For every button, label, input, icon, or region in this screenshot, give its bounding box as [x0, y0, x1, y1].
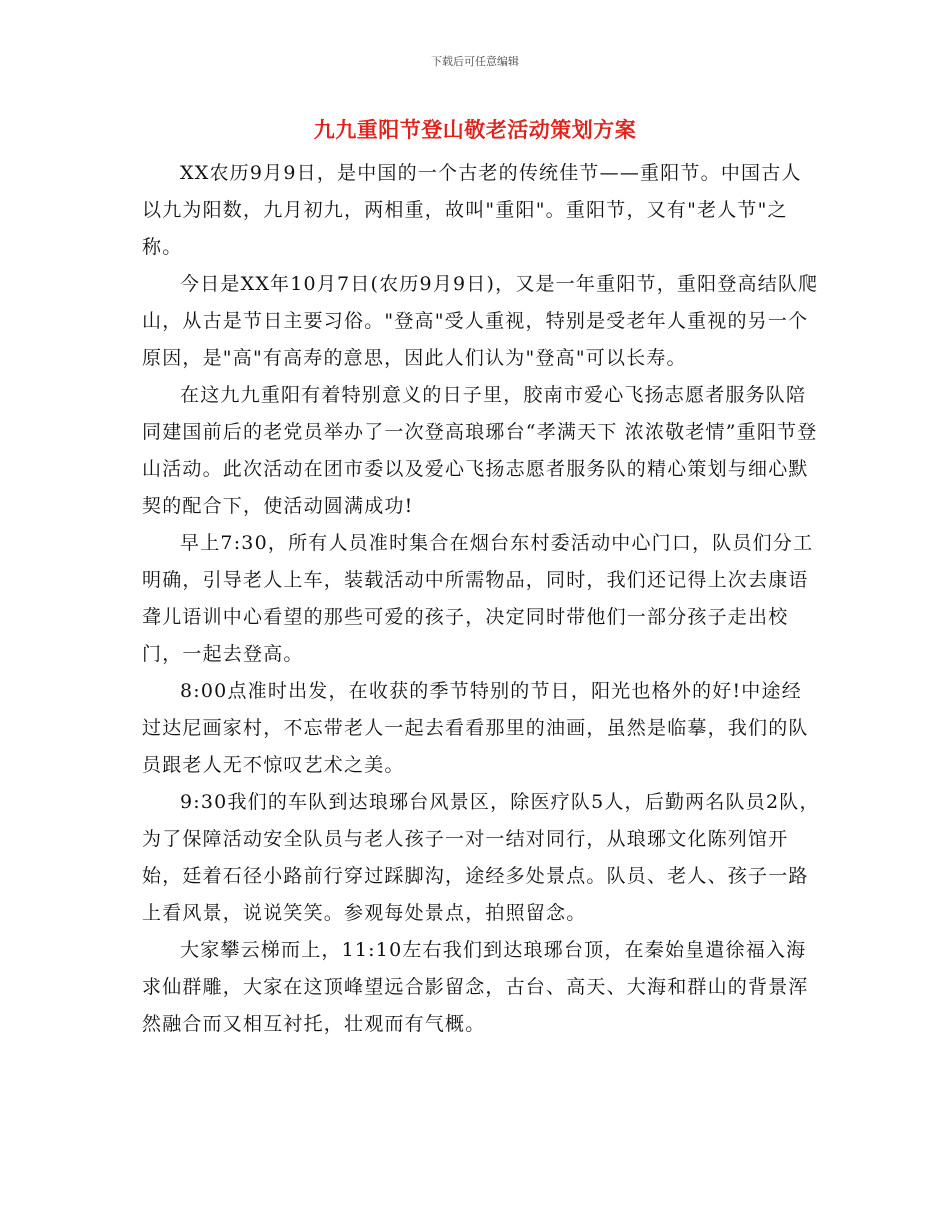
paragraph-6: 9:30我们的车队到达琅琊台风景区，除医疗队5人，后勤两名队员2队，为了保障活动安全队员与老人孩子一对一结对同行，从琅琊文化陈列馆开始，廷着石径小路前行穿过踩脚沟，途经多处景点。队员、老人、孩子一路上看风景，说说笑笑。参观每处景点，拍照留念。 [142, 791, 820, 924]
paragraph-5: 8:00点准时出发，在收获的季节特别的节日，阳光也格外的好!中途经过达尼画家村，不忘带老人一起去看看那里的油画，虽然是临摹，我们的队员跟老人无不惊叹艺术之美。 [142, 680, 809, 776]
document-body [142, 155, 820, 1043]
paragraph-1: XX农历9月9日，是中国的一个古老的传统佳节——重阳节。中国古人以九为阳数，九月初九，两相重，故叫"重阳"。重阳节，又有"老人节"之称。 [142, 162, 802, 258]
paragraph-2: 今日是XX年10月7日(农历9月9日)，又是一年重阳节，重阳登高结队爬山，从古是节日主要习俗。"登高"受人重视，特别是受老年人重视的另一个原因，是"高"有高寿的意思，因此人们认为"登高"可以长寿。 [142, 273, 819, 369]
paragraph-7: 大家攀云梯而上，11:10左右我们到达琅琊台顶，在秦始皇遣徐福入海求仙群雕，大家在这顶峰望远合影留念，古台、高天、大海和群山的背景浑然融合而又相互衬托，壮观而有气概。 [142, 939, 809, 1035]
paragraph-4: 早上7:30，所有人员准时集合在烟台东村委活动中心门口，队员们分工明确，引导老人上车，装载活动中所需物品，同时，我们还记得上次去康语聋儿语训中心看望的那些可爱的孩子，决定同时带他们一部分孩子走出校门，一起去登高。 [142, 532, 814, 665]
document-title: 九九重阳节登山敬老活动策划方案 [313, 117, 637, 142]
paragraph-3: 在这九九重阳有着特别意义的日子里，胶南市爱心飞扬志愿者服务队陪同建国前后的老党员举办了一次登高琅琊台“孝满天下 浓浓敬老情”重阳节登山活动。此次活动在团市委以及爱心飞扬志愿者服务队的精心策划与细心默契的配合下，使活动圆满成功! [142, 384, 818, 517]
header-note: 下载后可任意编辑 [431, 55, 519, 68]
